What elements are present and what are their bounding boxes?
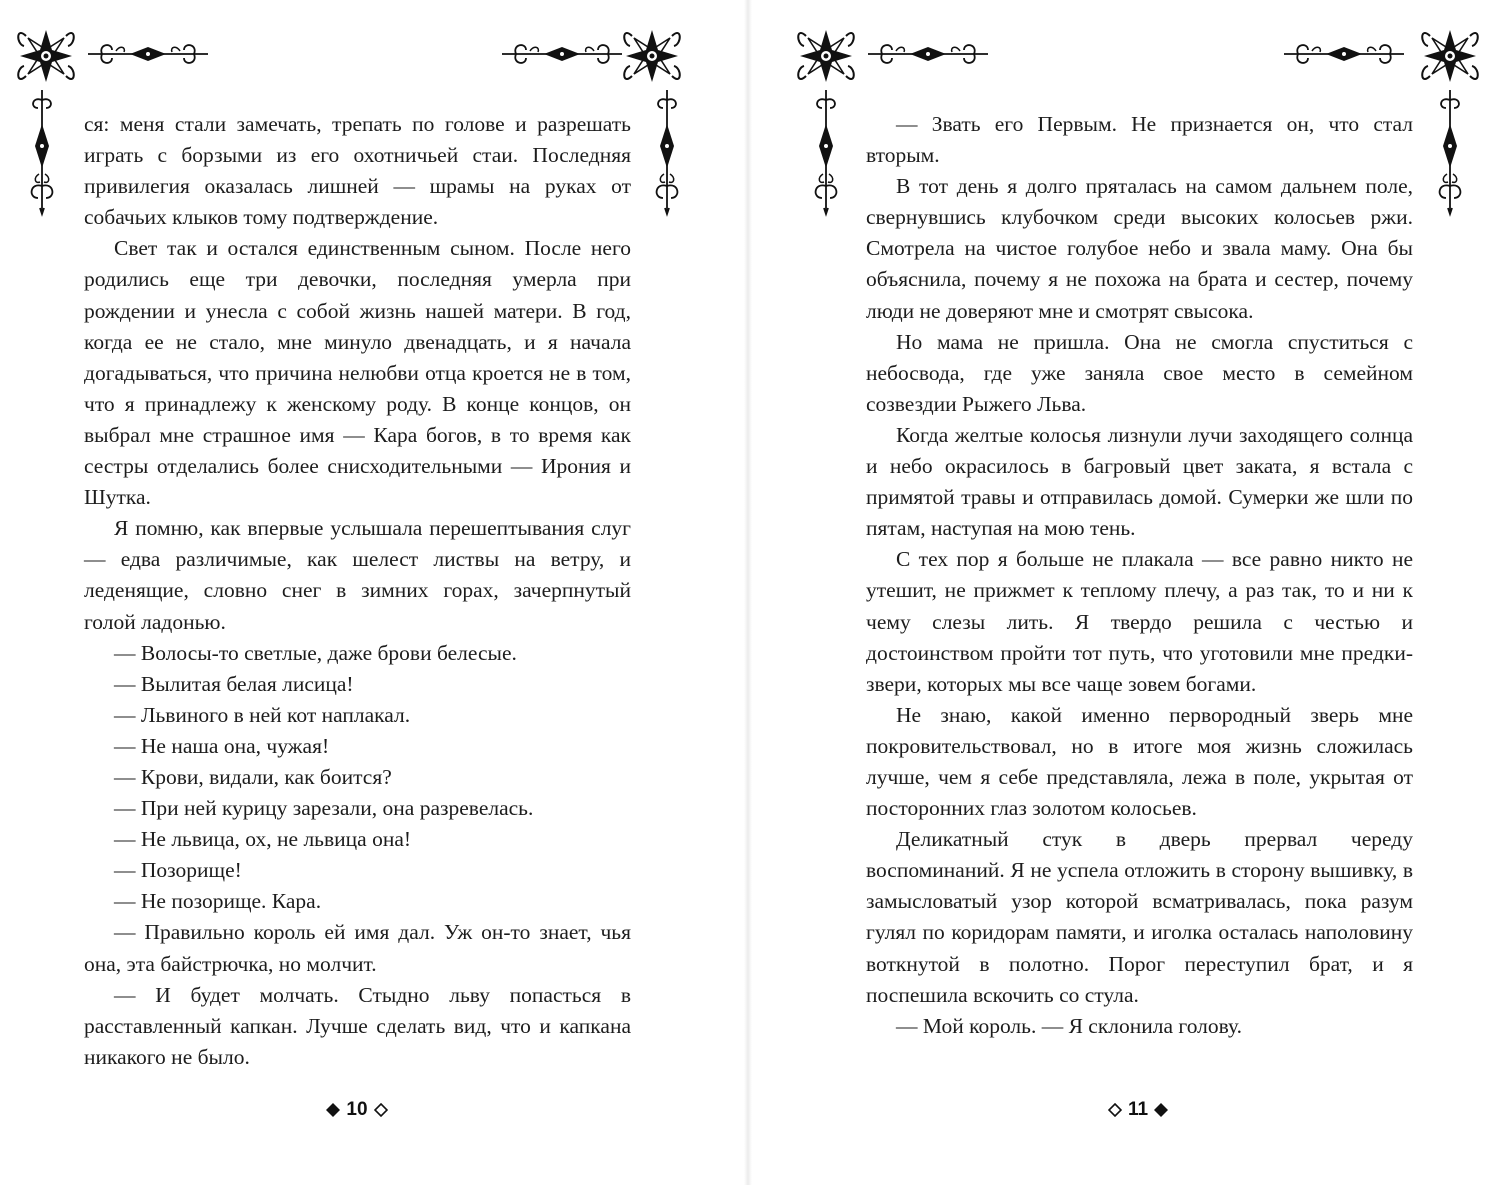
book-gutter bbox=[744, 0, 752, 1185]
vertical-flourish-ornament bbox=[1438, 90, 1462, 218]
diamond-icon bbox=[1154, 1103, 1168, 1117]
diamond-icon bbox=[326, 1103, 340, 1117]
page-number: 10 bbox=[346, 1099, 368, 1120]
paragraph: В тот день я долго пряталась на самом дальнем поле, свернувшись клубочком среди высоких колосьев ржи. Смотрела на чистое голубое небо и звала маму. Она бы объяснила, почему я не похожа на брата и сестер, почему люди не доверяют мне и смотрят свысока. bbox=[866, 174, 1413, 323]
scroll-flourish-ornament bbox=[866, 44, 990, 64]
diamond-icon bbox=[374, 1103, 388, 1117]
right-page bbox=[752, 0, 1497, 1185]
dialogue-line: — Правильно король ей имя дал. Уж он-то знает, чья она, эта байстрючка, но молчит. bbox=[84, 920, 631, 976]
corner-star-ornament bbox=[620, 24, 684, 88]
left-page-body bbox=[84, 109, 631, 1073]
page-number: 11 bbox=[1127, 1099, 1149, 1120]
paragraph: Свет так и остался единственным сыном. После него родились еще три девочки, последняя умерла при рождении и унесла с собой жизнь нашей матери. В год, когда ее не стало, мне минуло двенадцать, и я начала догадываться, что причина нелюбви отца кроется не в том, что я принадлежу к женскому роду. В конце концов, он выбрал мне страшное имя — Кара богов, в то время как сестры отделались более снисходительными — Ирония и Шутка. bbox=[84, 236, 631, 510]
paragraph: Я помню, как впервые услышала перешептывания слуг — едва различимые, как шелест листвы на ветру, и леденящие, словно снег в зимних горах, зачерпнутый голой ладонью. bbox=[84, 516, 631, 634]
paragraph: Деликатный стук в дверь прервал череду воспоминаний. Я не успела отложить в сторону вышивку, в замысловатый узор которой всматривалась, пока разум гулял по коридорам памяти, и иголка осталась наполовину воткнутой в полотно. Порог переступил брат, и я поспешила вскочить со стула. bbox=[866, 827, 1413, 1007]
right-page-body bbox=[866, 109, 1413, 1042]
dialogue-line: — Не наша она, чужая! bbox=[114, 733, 330, 758]
vertical-flourish-ornament bbox=[655, 90, 679, 218]
diamond-icon bbox=[1108, 1103, 1122, 1117]
dialogue-line: — Львиного в ней кот наплакал. bbox=[114, 702, 411, 727]
dialogue-line: — Не львица, ох, не львица она! bbox=[114, 827, 412, 852]
scroll-flourish-ornament bbox=[1282, 44, 1406, 64]
paragraph: Когда желтые колосья лизнули лучи заходящего солнца и небо окрасилось в багровый цвет заката, я встала с примятой травы и отправилась домой. Сумерки же шли по пятам, наступая на мою тень. bbox=[866, 422, 1413, 541]
dialogue-line: — Мой король. — Я склонила голову. bbox=[896, 1013, 1243, 1038]
corner-star-ornament bbox=[14, 24, 78, 88]
dialogue-line: — Волосы-то светлые, даже брови белесые. bbox=[114, 640, 517, 665]
left-page bbox=[0, 0, 745, 1185]
corner-star-ornament bbox=[1418, 24, 1482, 88]
paragraph: ся: меня стали замечать, трепать по голове и разрешать играть с борзыми из его охотничьей стаи. Последняя привилегия оказалась лишней — шрамы на руках от собачьих клыков тому подтверждение. bbox=[84, 112, 631, 230]
dialogue-line: — При ней курицу зарезали, она разревелась. bbox=[114, 796, 534, 821]
vertical-flourish-ornament bbox=[30, 90, 54, 218]
vertical-flourish-ornament bbox=[814, 90, 838, 218]
scroll-flourish-ornament bbox=[86, 44, 210, 64]
dialogue-line: — Позорище! bbox=[114, 858, 242, 883]
dialogue-line: — Не позорище. Кара. bbox=[114, 889, 322, 914]
paragraph: Но мама не пришла. Она не смогла спуститься с небосвода, где уже заняла свое место в семейном созвездии Рыжего Льва. bbox=[866, 329, 1413, 416]
scroll-flourish-ornament bbox=[500, 44, 624, 64]
paragraph: Не знаю, какой именно первородный зверь мне покровительствовал, но в итоге моя жизнь сложилась лучше, чем я себе представляла, лежа в поле, укрытая от посторонних глаз золотом колосьев. bbox=[866, 702, 1413, 821]
page-number-footer bbox=[1038, 1097, 1238, 1123]
dialogue-line: — Вылитая белая лисица! bbox=[114, 671, 354, 696]
paragraph: С тех пор я больше не плакала — все равно никто не утешит, не прижмет к теплому плечу, а раз так, то и ни к чему слезы лить. Я твердо решила с честью и достоинством пройти тот путь, что уготовили мне предки-звери, которых мы все чаще зовем богами. bbox=[866, 547, 1413, 696]
corner-star-ornament bbox=[794, 24, 858, 88]
dialogue-line: — И будет молчать. Стыдно льву попасться в расставленный капкан. Лучше сделать вид, что и капкана никакого не было. bbox=[84, 982, 631, 1069]
dialogue-line: — Крови, видали, как боится? bbox=[114, 764, 392, 789]
dialogue-line: — Звать его Первым. Не признается он, что стал вторым. bbox=[866, 112, 1413, 168]
page-number-footer bbox=[257, 1097, 457, 1123]
